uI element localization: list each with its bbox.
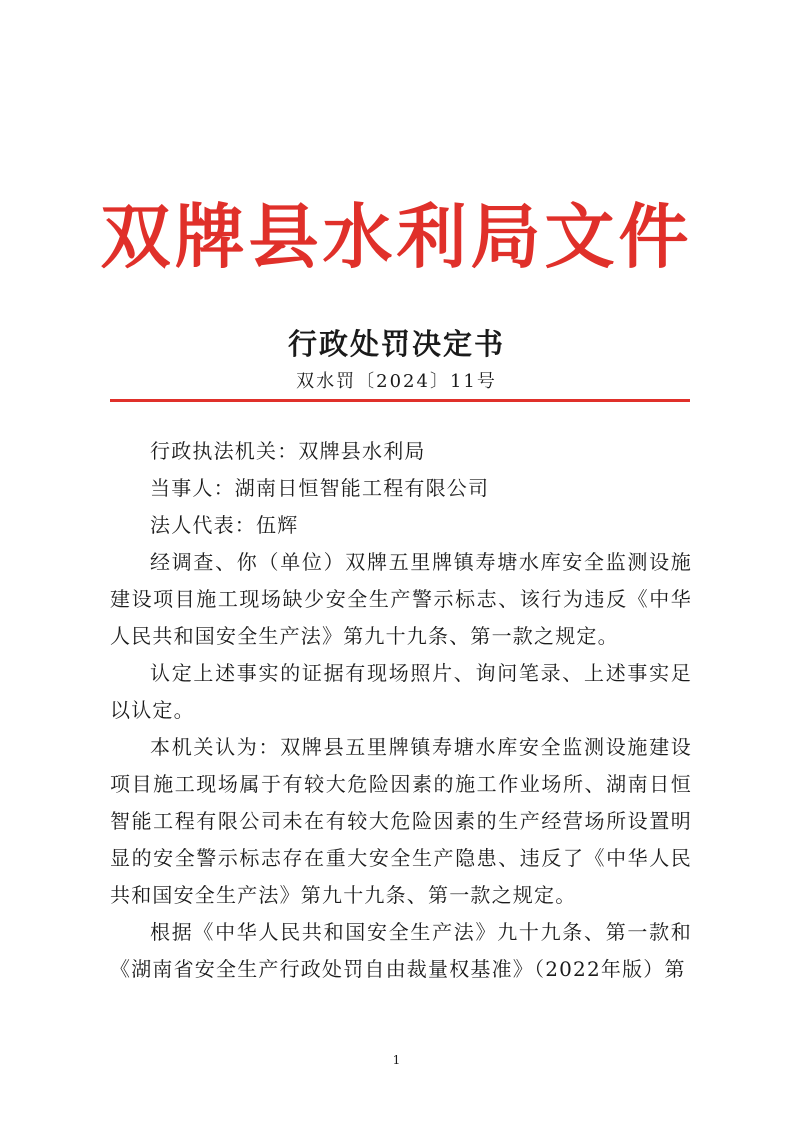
evidence-paragraph: 认定上述事实的证据有现场照片、询问笔录、上述事实足以认定。 bbox=[110, 661, 692, 722]
party-line: 当事人：湖南日恒智能工程有限公司 bbox=[150, 476, 490, 500]
page-number: 1 bbox=[392, 1053, 401, 1067]
finding-paragraph: 本机关认为：双牌县五里牌镇寿塘水库安全监测设施建设项目施工现场属于有较大危险因素的施工作业场所、湖南日恒智能工程有限公司未在有较大危险因素的生产经营场所设置明显的安全警示标志存在重大安全生产隐患、违反了《中华人民共和国安全生产法》第九十九条、第一款之规定。 bbox=[110, 735, 692, 907]
issuing-authority-header: 双牌县水利局文件 bbox=[100, 195, 693, 278]
document-body bbox=[110, 433, 692, 988]
investigation-paragraph: 经调查、你（单位）双牌五里牌镇寿塘水库安全监测设施建设项目施工现场缺少安全生产警示标志、该行为违反《中华人民共和国安全生产法》第九十九条、第一款之规定。 bbox=[110, 550, 692, 648]
enforcement-authority-line: 行政执法机关：双牌县水利局 bbox=[150, 439, 426, 463]
legal-representative-line: 法人代表：伍辉 bbox=[150, 513, 299, 537]
document-number: 双水罚〔2024〕11号 bbox=[296, 371, 497, 392]
red-divider-line bbox=[110, 399, 690, 402]
legal-basis-paragraph: 根据《中华人民共和国安全生产法》九十九条、第一款和《湖南省安全生产行政处罚自由裁量权基准》（2022年版）第 bbox=[110, 920, 692, 981]
document-title: 行政处罚决定书 bbox=[287, 327, 505, 361]
